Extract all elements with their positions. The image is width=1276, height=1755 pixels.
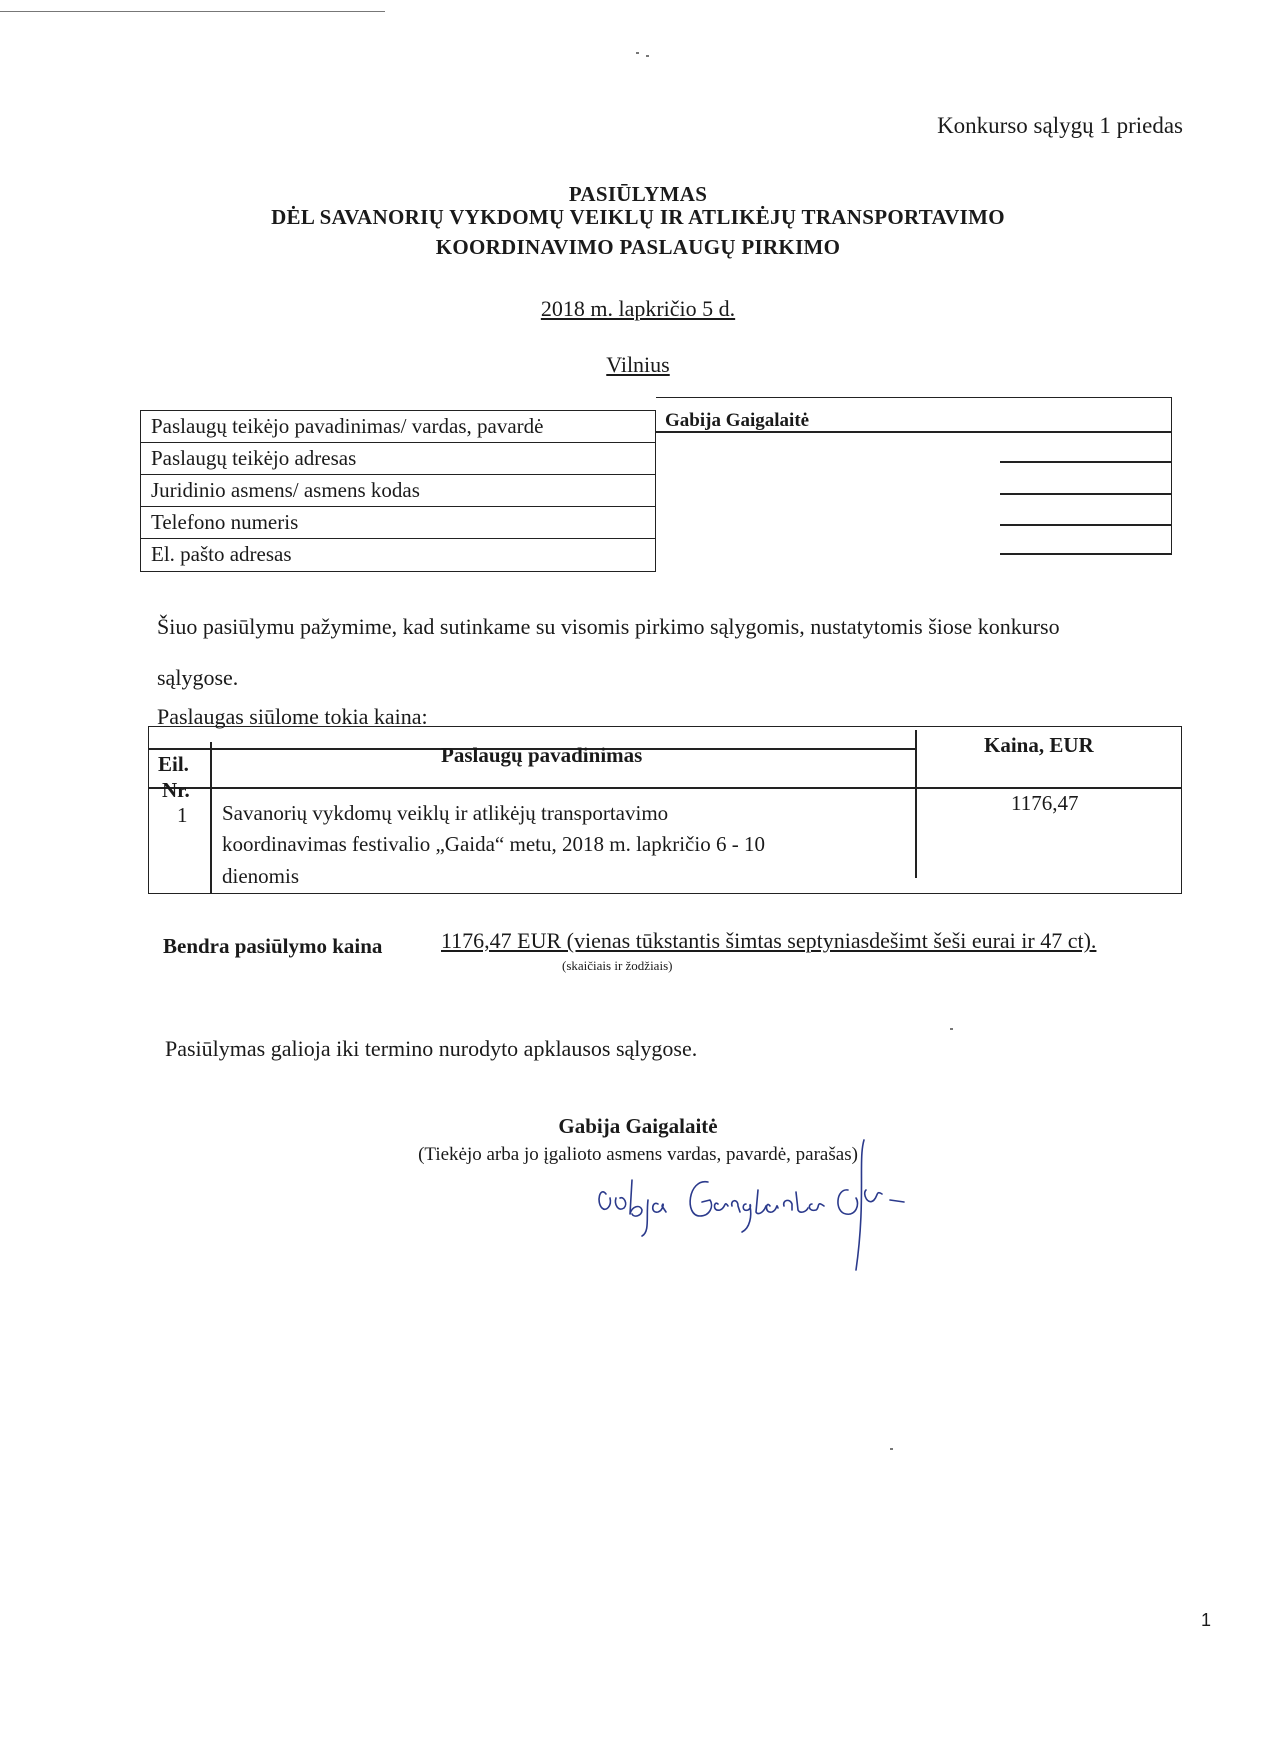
total-price-label: Bendra pasiūlymo kaina: [163, 934, 383, 958]
annex-label: Konkurso sąlygų 1 priedas: [937, 113, 1183, 138]
signatory-name: Gabija Gaigalaitė: [558, 1114, 718, 1138]
document-subtitle-line2: KOORDINAVIMO PASLAUGŲ PIRKIMO: [435, 235, 841, 259]
supplier-label-phone: Telefono numeris: [141, 507, 655, 539]
col-header-price: Kaina, EUR: [984, 733, 1094, 757]
handwritten-signature: [580, 1120, 1020, 1280]
info-blank-line: [1000, 493, 1172, 495]
row-service-line: Savanorių vykdomų veiklų ir atlikėjų transportavimo: [222, 801, 669, 825]
col-header-no-2: Nr.: [162, 778, 190, 802]
supplier-label-name: Paslaugų teikėjo pavadinimas/ vardas, pavardė: [141, 411, 655, 443]
table-divider: [915, 730, 917, 878]
row-service-line: koordinavimas festivalio „Gaida“ metu, 2018 m. lapkričio 6 - 10: [222, 832, 765, 856]
document-title: PASIŪLYMAS: [568, 182, 708, 206]
info-blank-line: [1000, 524, 1172, 526]
row-no: 1: [177, 803, 188, 827]
scan-speck: [890, 1448, 893, 1450]
total-price-hint: (skaičiais ir žodžiais): [562, 958, 673, 973]
supplier-info-table: [140, 410, 656, 572]
document-subtitle-line1: DĖL SAVANORIŲ VYKDOMŲ VEIKLŲ IR ATLIKĖJŲ TRANSPORTAVIMO: [271, 205, 1005, 229]
page-number: 1: [1200, 1610, 1211, 1630]
table-divider: [210, 742, 212, 894]
document-date: 2018 m. lapkričio 5 d.: [540, 296, 736, 321]
intro-line: Šiuo pasiūlymu pažymime, kad sutinkame su visomis pirkimo sąlygomis, nustatytomis šiose konkurso: [157, 614, 1060, 639]
total-price-value: 1176,47 EUR (vienas tūkstantis šimtas septyniasdešimt šeši eurai ir 47 ct).: [441, 928, 1097, 953]
row-price: 1176,47: [1011, 791, 1079, 815]
row-service-line: dienomis: [222, 864, 299, 888]
scan-speck: [636, 52, 639, 54]
table-divider: [148, 787, 1182, 789]
supplier-label-email: El. pašto adresas: [151, 542, 292, 566]
col-header-no: Eil.: [158, 752, 189, 776]
intro-line: sąlygose.: [157, 665, 239, 690]
col-header-service: Paslaugų pavadinimas: [441, 743, 643, 767]
document-city: Vilnius: [606, 352, 670, 377]
supplier-label-code: Juridinio asmens/ asmens kodas: [141, 475, 655, 507]
info-blank-line: [1000, 461, 1172, 463]
supplier-label-address: Paslaugų teikėjo adresas: [141, 443, 655, 475]
scan-top-line: [0, 11, 385, 12]
scan-speck: [646, 55, 649, 57]
supplier-name-value: Gabija Gaigalaitė: [665, 410, 810, 431]
scan-speck: [950, 1028, 953, 1030]
signatory-hint: (Tiekėjo arba jo įgalioto asmens vardas, pavardė, parašas): [418, 1144, 858, 1165]
price-intro: Paslaugas siūlome tokia kaina:: [157, 704, 428, 729]
validity-statement: Pasiūlymas galioja iki termino nurodyto apklausos sąlygose.: [165, 1036, 698, 1061]
info-blank-line: [1000, 553, 1172, 555]
